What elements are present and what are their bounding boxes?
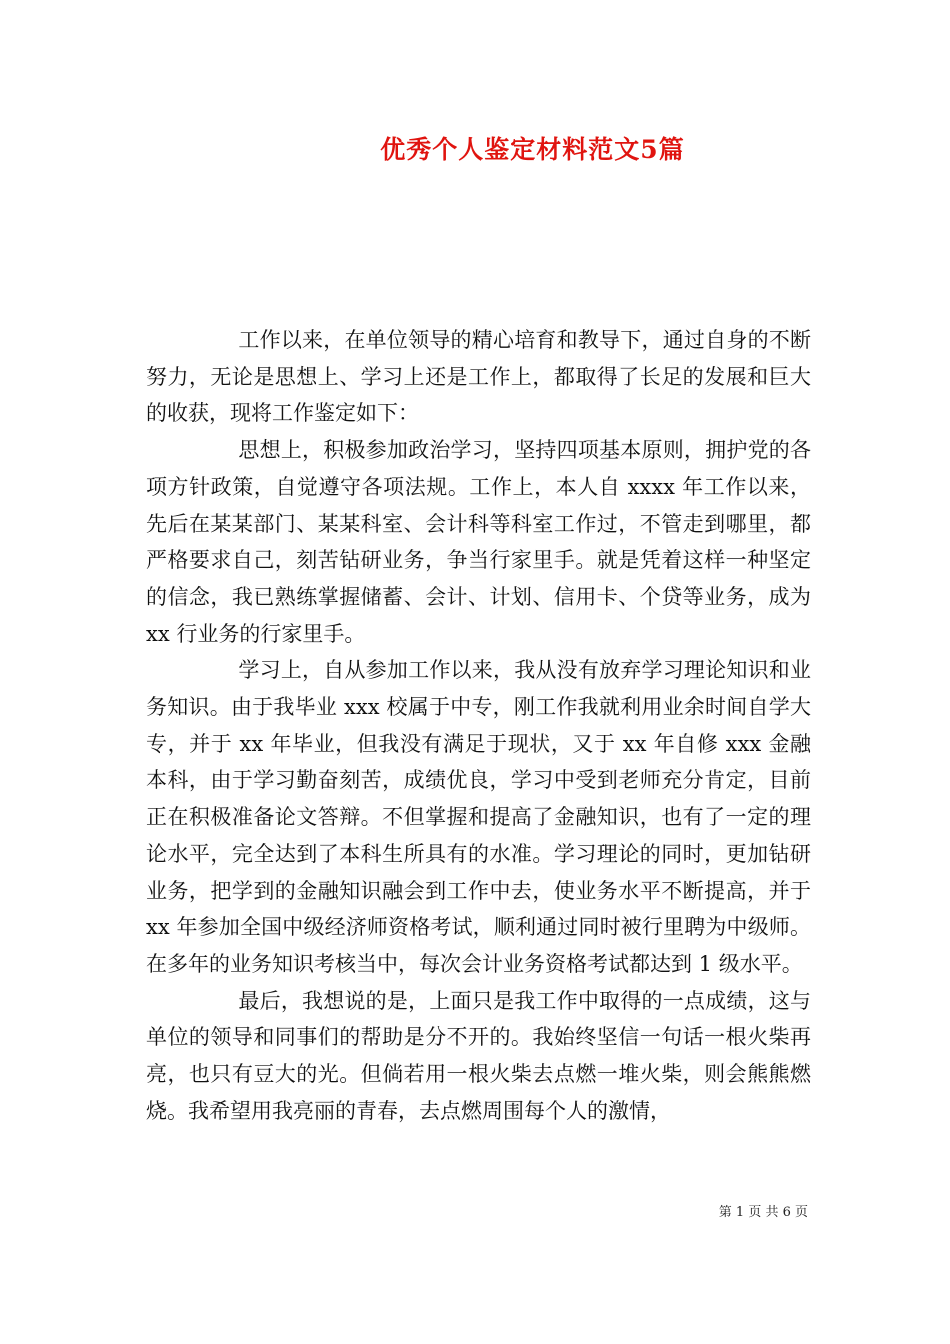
document-body <box>146 322 811 1129</box>
page-number-footer: 第 1 页 共 6 页 <box>718 1205 808 1220</box>
document-title: 优秀个人鉴定材料范文5篇 <box>380 135 685 164</box>
paragraph-ideology: 思想上，积极参加政治学习，坚持四项基本原则，拥护党的各项方针政策，自觉遵守各项法规。工作上，本人自 xxxx 年工作以来，先后在某某部门、某某科室、会计科等科室工作过，不管走到哪里，都严格要求自己，刻苦钻研业务，争当行家里手。就是凭着这样一种坚定的信念，我已熟练掌握储蓄、会计、计划、信用卡、个贷等业务，成为 xx 行业务的行家里手。 <box>146 438 811 646</box>
paragraph-conclusion: 最后，我想说的是，上面只是我工作中取得的一点成绩，这与单位的领导和同事们的帮助是分不开的。我始终坚信一句话一根火柴再亮，也只有豆大的光。但倘若用一根火柴去点燃一堆火柴，则会熊熊燃烧。我希望用我亮丽的青春，去点燃周围每个人的激情， <box>146 988 811 1123</box>
paragraph-study: 学习上，自从参加工作以来，我从没有放弃学习理论知识和业务知识。由于我毕业 xxx 校属于中专，刚工作我就利用业余时间自学大专，并于 xx 年毕业，但我没有满足于现状，又于 xx 年自修 xxx 金融本科，由于学习勤奋刻苦，成绩优良，学习中受到老师充分肯定，目前正在积极准备论文答辩。不但掌握和提高了金融知识，也有了一定的理论水平，完全达到了本科生所具有的水准。学习理论的同时，更加钻研业务，把学到的金融知识融会到工作中去，使业务水平不断提高，并于 xx 年参加全国中级经济师资格考试，顺利通过同时被行里聘为中级师。在多年的业务知识考核当中，每次会计业务资格考试都达到 1 级水平。 <box>146 658 811 976</box>
paragraph-intro: 工作以来，在单位领导的精心培育和教导下，通过自身的不断努力，无论是思想上、学习上还是工作上，都取得了长足的发展和巨大的收获，现将工作鉴定如下： <box>146 328 811 426</box>
